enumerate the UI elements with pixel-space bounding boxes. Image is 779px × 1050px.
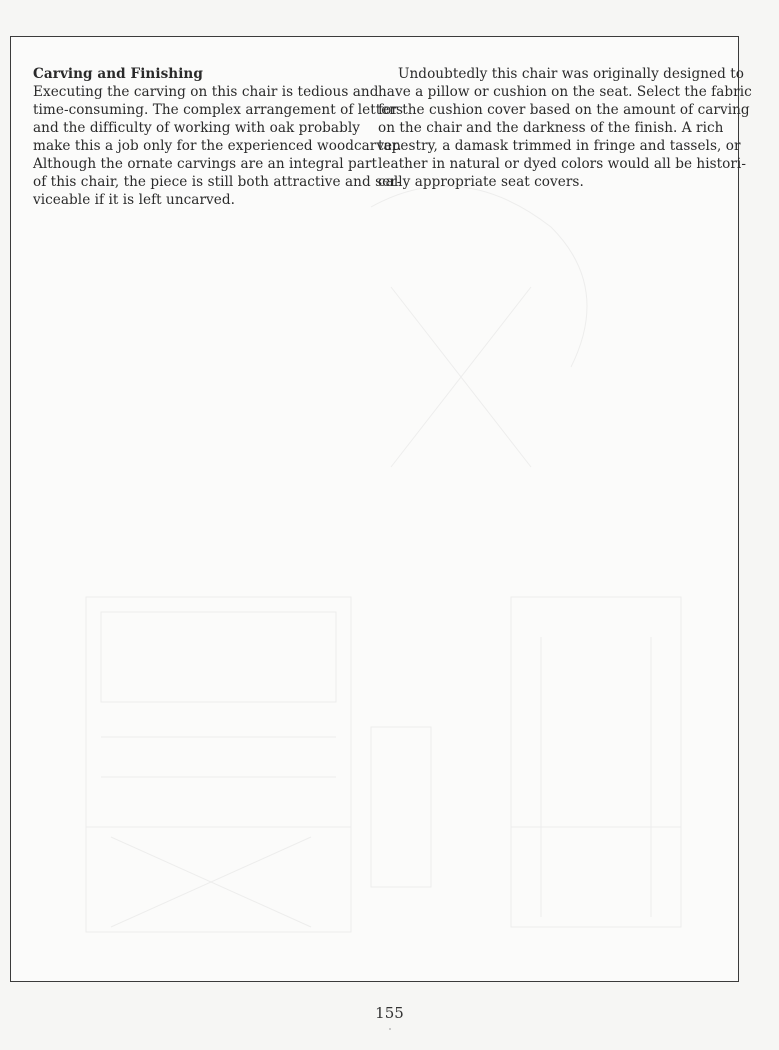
right-line-4: on the chair and the darkness of the finish. A rich: [378, 120, 724, 136]
left-line-4: make this a job only for the experienced woodcarver.: [33, 138, 402, 154]
left-line-7: viceable if it is left uncarved.: [33, 192, 235, 208]
left-line-3: and the difficulty of working with oak probably: [33, 120, 360, 136]
right-line-7: cally appropriate seat covers.: [378, 174, 584, 190]
left-column: [33, 65, 403, 209]
print-speck: [389, 1028, 391, 1030]
left-line-2: time-consuming. The complex arrangement of letters: [33, 102, 403, 118]
right-line-6: leather in natural or dyed colors would all be histori-: [378, 156, 746, 172]
left-line-5: Although the ornate carvings are an integral part: [33, 156, 377, 172]
right-line-3: for the cushion cover based on the amount of carving: [378, 102, 750, 118]
section-heading: Carving and Finishing: [33, 66, 203, 82]
left-line-1: Executing the carving on this chair is tedious and: [33, 84, 379, 100]
right-line-5: tapestry, a damask trimmed in fringe and tassels, or: [378, 138, 741, 154]
right-line-1: Undoubtedly this chair was originally designed to: [398, 66, 744, 82]
right-line-2: have a pillow or cushion on the seat. Select the fabric: [378, 84, 752, 100]
page-frame: [10, 36, 752, 982]
left-line-6: of this chair, the piece is still both attractive and ser-: [33, 174, 402, 190]
right-column: [378, 65, 752, 191]
page-number: 155: [375, 1004, 404, 1022]
